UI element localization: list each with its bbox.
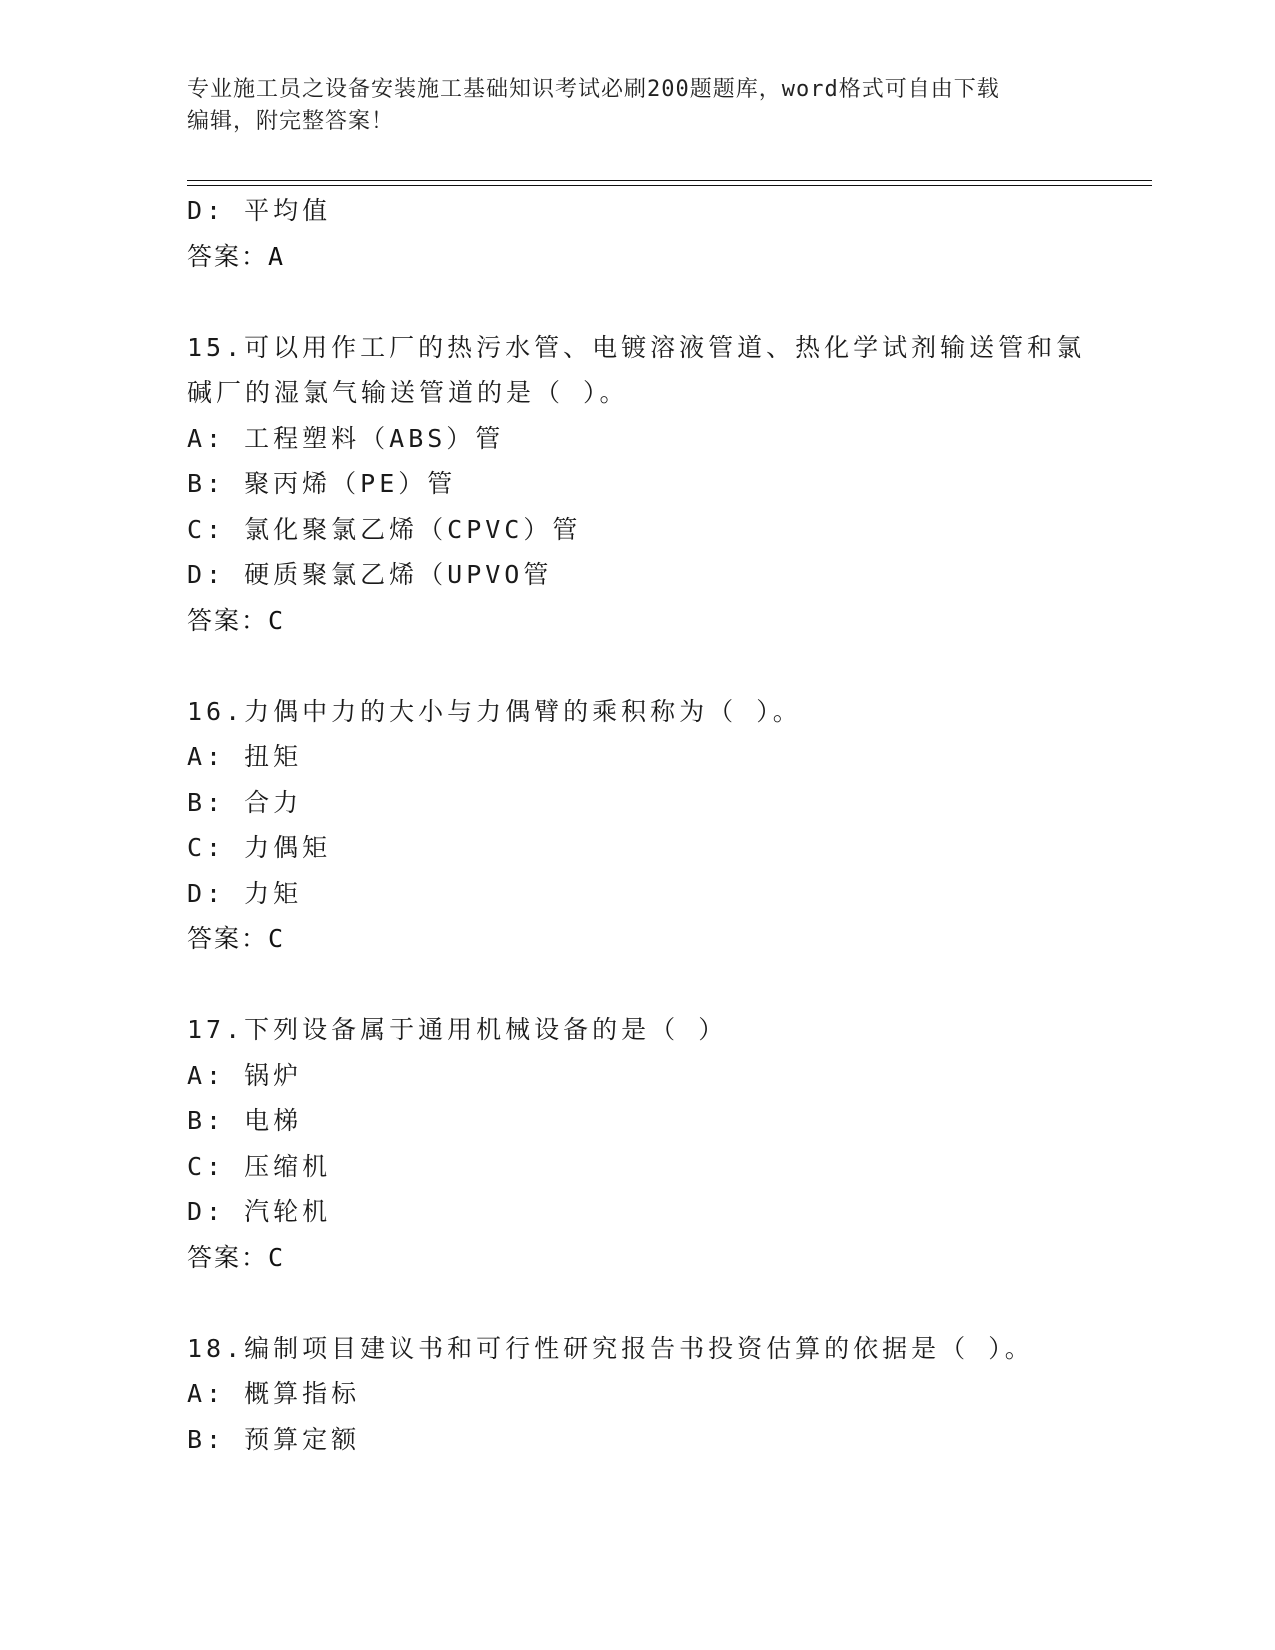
option-c: C: 力偶矩 (187, 833, 332, 862)
header-divider-top (187, 180, 1152, 181)
answer-label: 答案： (187, 1242, 269, 1272)
option-a: A: 工程塑料（ABS）管 (187, 423, 505, 453)
header-divider-bottom (187, 185, 1152, 186)
question-stem: 17.下列设备属于通用机械设备的是（ ） (187, 1015, 728, 1044)
option-d: D: 平均值 (187, 196, 332, 225)
answer-value: A (268, 241, 284, 271)
answer-value: C (268, 605, 284, 635)
document-header (187, 74, 1067, 138)
answer-line (187, 234, 1087, 280)
option-b: B: 预算定额 (187, 1424, 361, 1454)
option-b: B: 合力 (187, 787, 303, 817)
option-b: B: 聚丙烯（PE）管 (187, 469, 457, 498)
spacer (187, 643, 1087, 689)
answer-value: C (268, 924, 284, 953)
answer-label: 答案： (187, 924, 269, 953)
option-d: D: 力矩 (187, 878, 303, 908)
question-stem: 15.可以用作工厂的热污水管、电镀溶液管道、热化学试剂输送管和氯 (187, 332, 1086, 362)
option-c: C: 氯化聚氯乙烯（CPVC）管 (187, 514, 582, 544)
option-b: B: 电梯 (187, 1106, 303, 1135)
spacer (187, 962, 1087, 1008)
option-a: A: 扭矩 (187, 742, 303, 771)
question-stem: 16.力偶中力的大小与力偶臂的乘积称为（ ）。 (187, 696, 802, 726)
answer-label: 答案： (187, 241, 269, 271)
question-15 (187, 325, 1087, 644)
header-title-line-2: 编辑，附完整答案！ (187, 109, 395, 134)
question-stem-continued: 碱厂的湿氯气输送管道的是（ ）。 (187, 378, 629, 407)
answer-line (187, 598, 1087, 644)
question-stem: 18.编制项目建议书和可行性研究报告书投资估算的依据是（ ）。 (187, 1333, 1034, 1363)
header-title-line-1: 专业施工员之设备安装施工基础知识考试必刷200题题库，word格式可自由下载 (187, 77, 1000, 102)
question-16 (187, 689, 1087, 962)
answer-line (187, 1235, 1087, 1281)
question-17 (187, 1007, 1087, 1280)
option-d: D: 汽轮机 (187, 1197, 332, 1226)
spacer (187, 1280, 1087, 1326)
answer-line (187, 916, 1087, 962)
question-content (187, 188, 1087, 1462)
option-a: A: 锅炉 (187, 1060, 303, 1090)
option-a: A: 概算指标 (187, 1379, 361, 1408)
answer-label: 答案： (187, 605, 269, 635)
question-14-tail (187, 188, 1087, 279)
option-c: C: 压缩机 (187, 1151, 332, 1181)
spacer (187, 279, 1087, 325)
question-18 (187, 1326, 1087, 1463)
answer-value: C (268, 1242, 284, 1272)
option-d: D: 硬质聚氯乙烯（UPVO管 (187, 560, 553, 589)
